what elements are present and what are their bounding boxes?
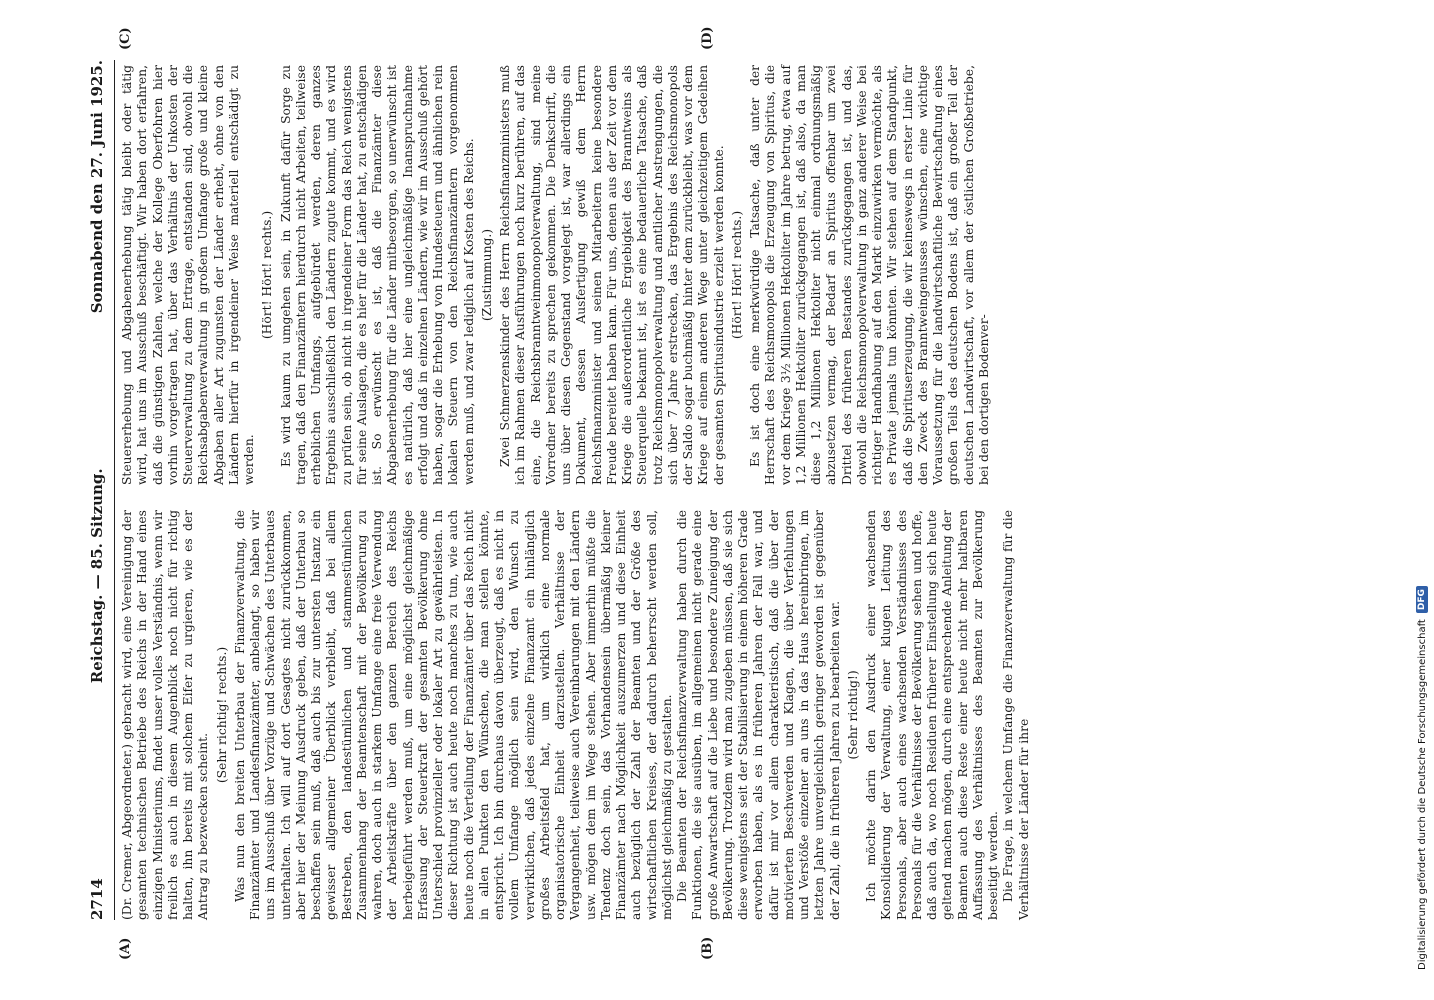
interjection: (Hört! Hört! rechts.) bbox=[260, 210, 275, 340]
margin-marker-b: (B) bbox=[700, 936, 715, 960]
page-header bbox=[88, 60, 112, 920]
session-date: Sonnabend den 27. Juni 1925. bbox=[88, 60, 106, 314]
interjection: (Zustimmung.) bbox=[479, 228, 494, 322]
credit-text: Digitalisierung gefördert durch die Deutsche Forschungsgemeinschaft bbox=[1416, 619, 1428, 970]
paragraph: Was nun den breiten Unterbau der Finanzverwaltung, die Finanzämter und Landesfinanzämter, anbelangt, so haben wir uns im Ausschuß über Vorzüge und Schwächen des Unterbaues unterhalten. Ich will auf dort Gesagtes nicht zurückkommen, aber hier der Meinung Ausdruck geben, daß der Unterbau so beschaffen sein muß, daß auch bis zur untersten Instanz ein gewisser allgemeiner Überblick verbleibt, daß bei allem Bestreben, den landestümlichen und stammestümlichen Zusammenhang der Beamtenschaft mit der Bevölkerung zu wahren, doch auch in starkem Umfange eine freie Verwendung der Arbeitskräfte über den ganzen Bereich des Reichs herbeigeführt werden muß, um eine möglichst gleichmäßige Erfassung der Steuerkraft der gesamten Bevölkerung ohne Unterschied provinzieller oder lokaler Art zu gewährleisten. In dieser Richtung ist auch heute noch manches zu tun, wie auch heute noch die Verteilung der Finanzämter über das Reich nicht in allen Punkten den Wünschen, die man stellen könnte, entspricht. Ich bin durchaus davon überzeugt, daß es nicht in vollem Umfange möglich sein wird, den Wunsch zu verwirklichen, daß jedes einzelne Finanzamt ein hinlänglich großes Arbeitsfeld hat, um wirklich eine normale organisatorische Einheit darzustellen. Verhältnisse der Vergangenheit, teilweise auch Vereinbarungen mit den Ländern usw. mögen dem im Wege stehen. Aber immerhin müßte die Tendenz doch sein, das Vorhandensein übermäßig kleiner Finanzämter nach Möglichkeit auszumerzen und diese Einheit auch bezüglich der Zahl der Beamten und der Größe des wirtschaftlichen Kreises, der dadurch beherrscht werden soll, möglichst gleichmäßig zu gestalten. bbox=[232, 510, 674, 920]
paragraph: Es ist doch eine merkwürdige Tatsache, daß unter der Herrschaft des Reichsmonopols die Erzeugung von Spiritus, die vor dem Kriege 3½ Millionen Hektoliter im Jahre betrug, etwa auf 1,2 Millionen Hektoliter zurückgegangen ist, daß also, da man diese 1,2 Millionen Hektoliter nicht einmal ordnungsmäßig abzusetzen vermag, der Bedarf an Spiritus offenbar um zwei Drittel des früheren Bestandes zurückgegangen ist, und das, obwohl die Reichsmonopolverwaltung in ganz anderer Weise bei richtiger Handhabung auf den Markt einzuwirken vermöchte, als es Private jemals tun könnten. Wir stehen auf dem Standpunkt, daß die Spirituserzeugung, die wir keineswegs in erster Linie für den Zweck des Branntweingenusses wünschen, eine wichtige Voraussetzung für die landwirtschaftliche Bewirtschaftung eines großen Teils des deutschen Bodens ist, daß ein großer Teil der deutschen Landwirtschaft, vor allem der östlichen Großbetriebe, bei den dortigen Bodenver- bbox=[748, 65, 991, 485]
paragraph: Es wird kaum zu umgehen sein, in Zukunft dafür Sorge zu tragen, daß den Finanzämtern hierdurch nicht Arbeiten, teilweise erheblichen Umfangs, aufgebürdet werden, deren ganzes Ergebnis ausschließlich den Ländern zugute kommt, und es wird zu prüfen sein, ob nicht in irgendeiner Form das Reich wenigstens für seine Auslagen, die es hier für die Länder hat, zu entschädigen ist. So erwünscht es ist, daß die Finanzämter diese Abgabenerhebung für die Länder mitbesorgen, so unerwünscht ist es natürlich, daß hier eine ungleichmäßige Inanspruchnahme erfolgt und daß in einzelnen Ländern, wie wir im Ausschuß gehört haben, sogar die Erhebung von Hundesteuern und ähnlichen rein lokalen Steuern von den Reichsfinanzämtern vorgenommen werden muß, und zwar lediglich auf Kosten des Reichs. bbox=[278, 65, 476, 485]
dfg-logo: DFG bbox=[1416, 586, 1428, 613]
interjection: (Hört! Hört! rechts.) bbox=[729, 210, 744, 340]
margin-marker-a: (A) bbox=[118, 937, 133, 960]
interjection: (Sehr richtig! rechts.) bbox=[214, 646, 229, 784]
paragraph: (Dr. Cremer, Abgeordneter.) gebracht wird, eine Vereinigung der gesamten technischen Betriebe des Reichs in der Hand eines einzigen Ministeriums, findet unser volles Verständnis, wenn wir freilich es auch in diesem Augenblick noch nicht für richtig halten, ihn bereits mit solchem Eifer zu urgieren, wie es der Antrag zu bezwecken scheint. bbox=[120, 510, 211, 920]
margin-marker-d: (D) bbox=[700, 26, 715, 50]
session-title: Reichstag. — 85. Sitzung. bbox=[88, 468, 106, 684]
paragraph: Steuererhebung und Abgabenerhebung tätig bleibt oder tätig wird, hat uns im Ausschuß beschäftigt. Wir haben dort erfahren, daß die günstigen Zahlen, welche der Kollege Oberfohren hier vorhin vorgetragen hat, über das Verhältnis der Unkosten der Steuerverwaltung zu dem Ertrage, entstanden sind, obwohl die Reichsabgabenverwaltung in großem Umfange große und kleine Abgaben aller Art zugunsten der Länder erhebt, ohne von den Ländern hierfür in irgendeiner Weise materiell entschädigt zu werden. bbox=[120, 65, 256, 485]
text-column-right bbox=[120, 65, 991, 485]
text-column-left bbox=[120, 510, 1031, 920]
paragraph: Ich möchte darin den Ausdruck einer wachsenden Konsolidierung der Verwaltung, einer klugen Leitung des Personals, aber auch eines wachsenden Verständnisses des Personals für die Verhältnisse der Bevölkerung sehen und hoffe, daß auch da, wo noch Residuen früherer Einstellung sich heute geltend machen mögen, durch eine entsprechende Anleitung der Beamten auch diese Reste einer heute nicht mehr haltbaren Auffassung des Verhältnisses des Beamten zur Bevölkerung beseitigt werden. bbox=[864, 510, 1000, 920]
digitization-credit bbox=[1412, 0, 1432, 970]
page-number: 2714 bbox=[88, 878, 106, 920]
margin-marker-c: (C) bbox=[118, 27, 133, 50]
paragraph: Die Frage, in welchem Umfange die Finanzverwaltung für die Verhältnisse der Länder für ihre bbox=[1001, 510, 1031, 920]
paragraph: Zwei Schmerzenskinder des Herrn Reichsfinanzministers muß ich im Rahmen dieser Ausführungen noch kurz berühren, auf das eine, die Reichsbranntweinmonopolverwaltung, sind meine Vorredner bereits zu sprechen gekommen. Die Denkschrift, die uns über diesen Gegenstand vorgelegt ist, war allerdings ein Dokument, dessen Ausfertigung gewiß dem Herrn Reichsfinanzminister und seinen Mitarbeitern keine besondere Freude bereitet haben kann. Für uns, denen aus der Zeit vor dem Kriege die außerordentliche Ergiebigkeit des Branntweins als Steuerquelle bekannt ist, ist es eine bedauerliche Tatsache, daß trotz Reichsmonopolverwaltung und amtlicher Anstrengungen, die sich über 7 Jahre erstrecken, das Ergebnis des Reichsmonopols der Saldo sogar buchmäßig hinter dem zurückbleibt, was vor dem Kriege auf einem anderen Wege unter gleichzeitigem Gedeihen der gesamten Spiritusindustrie erzielt werden konnte. bbox=[498, 65, 726, 485]
interjection: (Sehr richtig!) bbox=[845, 670, 860, 760]
header-rule bbox=[114, 60, 115, 920]
paragraph: Die Beamten der Reichsfinanzverwaltung haben durch die Funktionen, die sie ausüben, im allgemeinen nicht gerade eine große Anwartschaft auf die Liebe und besondere Zuneigung der Bevölkerung. Trotzdem wird man zugeben müssen, daß sie sich diese wenigstens seit der Stabilisierung in einem höheren Grade erworben haben, als es in früheren Jahren der Fall war, und dafür ist mir vor allem charakteristisch, daß die über der motivierten Beschwerden und Klagen, die über Verfehlungen und Verstöße einzelner an uns in das Haus hereinbringen, im letzten Jahre unvergleichlich geringer geworden ist gegenüber der Zahl, die in früheren Jahren zu bearbeiten war. bbox=[675, 510, 842, 920]
